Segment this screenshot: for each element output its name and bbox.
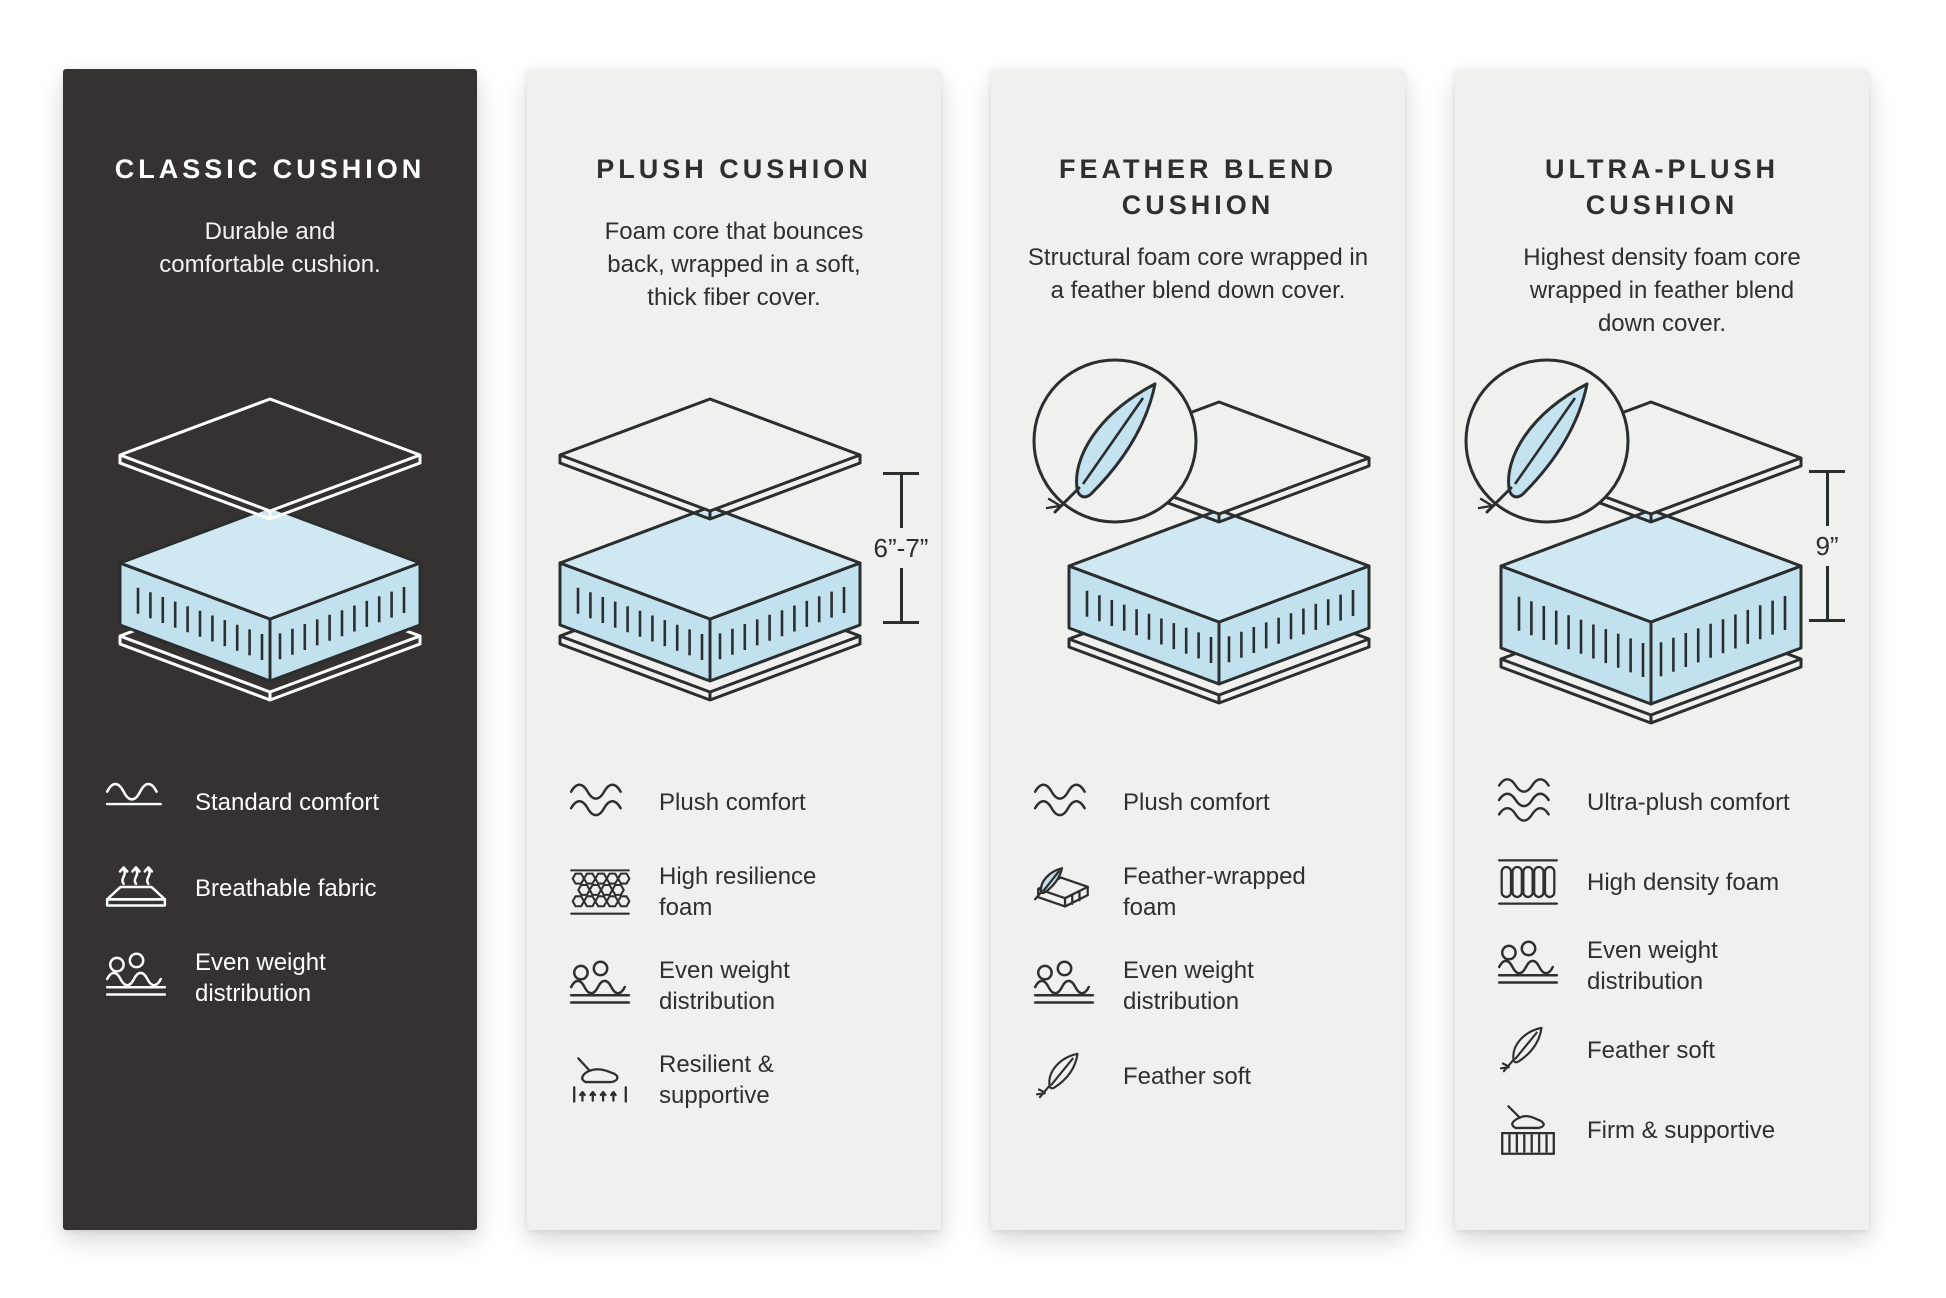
feature-item <box>1495 1023 1855 1077</box>
even-weight-icon <box>1495 939 1561 993</box>
feature-list <box>1031 775 1391 1135</box>
even-weight-icon <box>1031 959 1097 1013</box>
bottom-cover-layer <box>1069 583 1369 703</box>
foam-core-layer <box>1069 510 1369 684</box>
feature-item <box>1031 861 1391 923</box>
feature-label: Even weight distribution <box>1123 957 1254 1015</box>
top-cover-layer <box>560 399 860 519</box>
feather-badge <box>1034 360 1196 522</box>
feature-label: Standard comfort <box>195 788 380 816</box>
feature-label: High density foam <box>1587 868 1780 896</box>
foam-core-layer <box>560 507 860 681</box>
feather-icon <box>1031 1049 1097 1103</box>
feature-item <box>103 947 463 1009</box>
feather-wrapped-foam-icon <box>1031 865 1097 919</box>
feature-item <box>1495 855 1855 909</box>
panel-classic-cushion <box>63 69 477 1230</box>
feature-label: Even weight distribution <box>659 957 790 1015</box>
panel-title: FEATHER BLEND CUSHION <box>1059 154 1337 220</box>
bottom-cover-layer <box>560 580 860 700</box>
even-weight-icon <box>103 951 169 1005</box>
feature-label: Resilient & supportive <box>659 1051 774 1109</box>
ultra-plush-waves-icon <box>1495 775 1561 829</box>
feature-label: Feather-wrapped foam <box>1123 863 1306 921</box>
feather-icon <box>1495 1023 1561 1077</box>
plush-waves-icon <box>567 775 633 829</box>
measure-line <box>1826 473 1829 526</box>
measure-label: 9” <box>1815 531 1839 561</box>
measure-line <box>900 568 903 621</box>
panel-description: Highest density foam core wrapped in feather blend down cover. <box>1523 244 1801 337</box>
measure-line <box>1826 566 1829 619</box>
foam-core-layer <box>120 507 420 681</box>
feature-label: Even weight distribution <box>195 949 326 1007</box>
feature-label: Feather soft <box>1587 1036 1716 1064</box>
feather-badge <box>1466 360 1628 522</box>
measure-cap <box>1809 619 1845 622</box>
feature-item <box>103 861 463 915</box>
measure-cap <box>883 621 919 624</box>
panel-plush-cushion <box>527 69 941 1230</box>
feature-label: Firm & supportive <box>1587 1116 1776 1144</box>
feature-label: Ultra-plush comfort <box>1587 788 1790 816</box>
bottom-cover-layer <box>120 580 420 700</box>
resilient-supportive-icon <box>567 1053 633 1107</box>
panel-ultra-plush-cushion <box>1455 69 1869 1230</box>
feature-list <box>567 775 927 1143</box>
feature-item <box>1031 775 1391 829</box>
feature-item <box>103 775 463 829</box>
panel-title: PLUSH CUSHION <box>596 154 872 184</box>
top-cover-layer <box>120 399 420 519</box>
feature-label: Even weight distribution <box>1587 937 1718 995</box>
feature-item <box>567 1049 927 1111</box>
cushion-layers-diagram <box>63 393 477 705</box>
panel-description: Foam core that bounces back, wrapped in a soft, thick fiber cover. <box>604 218 864 311</box>
measure-line <box>900 475 903 528</box>
cushion-layers-diagram <box>991 356 1405 708</box>
foam-core-layer <box>1501 510 1801 704</box>
feature-item <box>1495 935 1855 997</box>
feature-item <box>1495 1103 1855 1157</box>
top-cover-layer <box>1069 402 1369 522</box>
height-measurement <box>861 472 941 624</box>
comfort-wave-icon <box>103 775 169 829</box>
measure-label: 6”-7” <box>873 533 929 563</box>
feature-label: Plush comfort <box>1123 788 1270 816</box>
feature-list <box>1495 775 1855 1183</box>
feature-item <box>1495 775 1855 829</box>
feature-label: Plush comfort <box>659 788 806 816</box>
feature-item <box>1031 1049 1391 1103</box>
high-density-foam-icon <box>1495 855 1561 909</box>
feature-item <box>567 861 927 923</box>
feature-label: High resilience foam <box>659 863 817 921</box>
feature-list <box>103 775 463 1041</box>
breathable-fabric-icon <box>103 861 169 915</box>
panel-description: Structural foam core wrapped in a feather blend down cover. <box>1027 244 1369 304</box>
feature-label: Feather soft <box>1123 1062 1252 1090</box>
panel-title: ULTRA-PLUSH CUSHION <box>1545 154 1779 220</box>
firm-supportive-icon <box>1495 1103 1561 1157</box>
panel-description: Durable and comfortable cushion. <box>159 218 381 278</box>
panel-feather-blend-cushion <box>991 69 1405 1230</box>
feature-item <box>567 955 927 1017</box>
panel-title: CLASSIC CUSHION <box>114 154 426 184</box>
plush-waves-icon <box>1031 775 1097 829</box>
height-measurement <box>1797 470 1857 622</box>
bottom-cover-layer <box>1501 603 1801 723</box>
feature-item <box>1031 955 1391 1017</box>
resilience-foam-icon <box>567 865 633 919</box>
top-cover-layer <box>1501 402 1801 522</box>
feature-item <box>567 775 927 829</box>
even-weight-icon <box>567 959 633 1013</box>
feature-label: Breathable fabric <box>195 874 377 902</box>
